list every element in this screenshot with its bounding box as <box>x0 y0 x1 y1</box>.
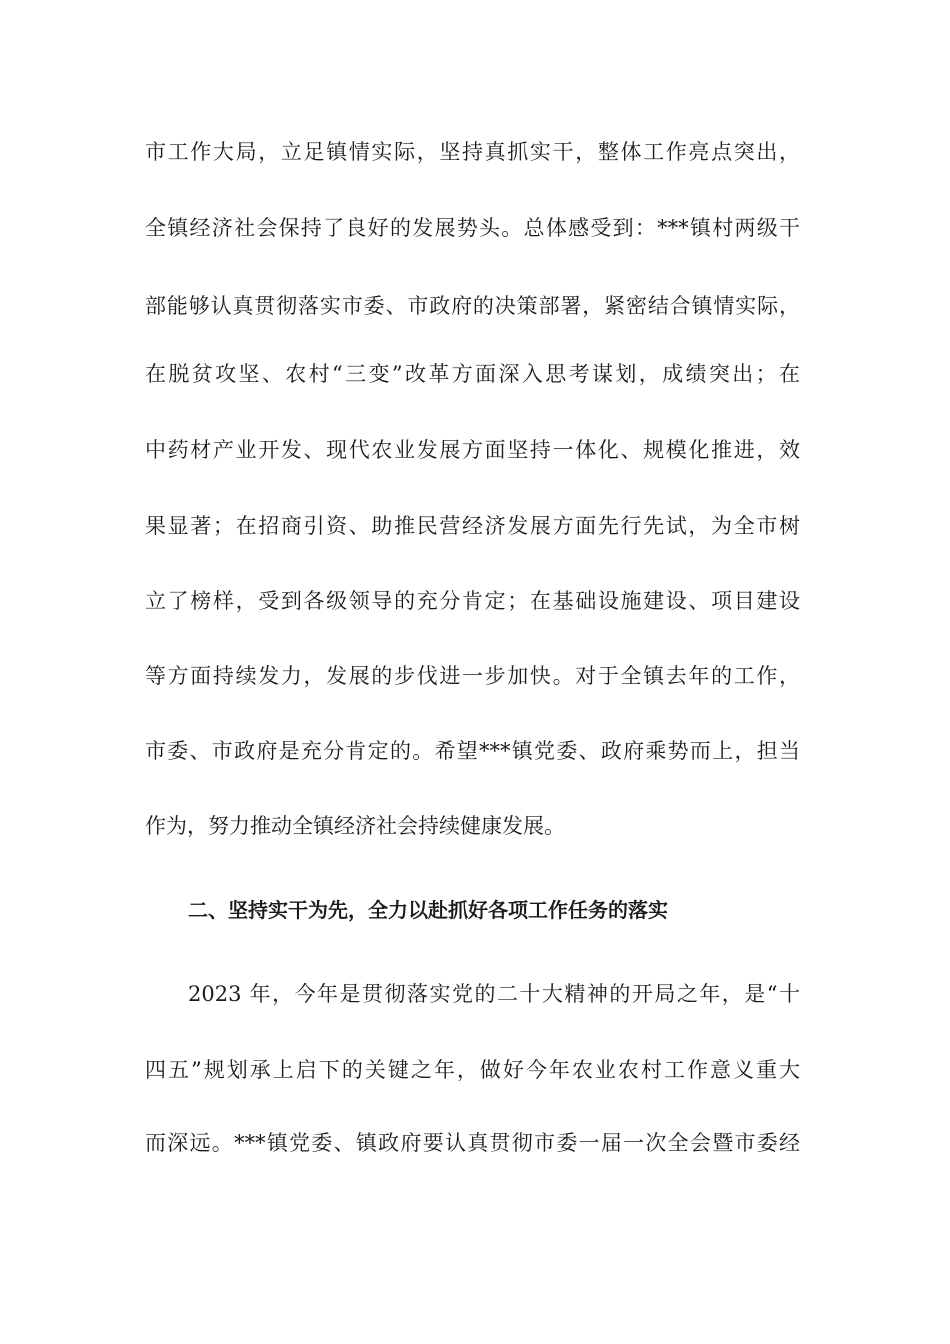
paragraph-line: 市委、市政府是充分肯定的。希望***镇党委、政府乘势而上，担当 <box>145 739 800 763</box>
paragraph-line: 而深远。***镇党委、镇政府要认真贯彻市委一届一次全会暨市委经 <box>145 1131 800 1155</box>
paragraph-line: 立了榜样，受到各级领导的充分肯定；在基础设施建设、项目建设 <box>145 589 800 613</box>
paragraph-line: 全镇经济社会保持了良好的发展势头。总体感受到：***镇村两级干 <box>145 216 800 240</box>
paragraph-line: 在脱贫攻坚、农村“三变”改革方面深入思考谋划，成绩突出；在 <box>145 362 800 386</box>
paragraph-line: 市工作大局，立足镇情实际，坚持真抓实干，整体工作亮点突出， <box>145 140 800 164</box>
paragraph-line: 2023 年，今年是贯彻落实党的二十大精神的开局之年，是“十 <box>188 982 800 1006</box>
paragraph-line: 中药材产业开发、现代农业发展方面坚持一体化、规模化推进，效 <box>145 438 800 462</box>
paragraph-line: 作为，努力推动全镇经济社会持续健康发展。 <box>145 814 565 838</box>
paragraph-line: 四五”规划承上启下的关键之年，做好今年农业农村工作意义重大 <box>145 1058 800 1082</box>
paragraph-line: 等方面持续发力，发展的步伐进一步加快。对于全镇去年的工作， <box>145 664 800 688</box>
paragraph-line: 果显著；在招商引资、助推民营经济发展方面先行先试，为全市树 <box>145 514 800 538</box>
paragraph-line: 部能够认真贯彻落实市委、市政府的决策部署，紧密结合镇情实际， <box>145 294 800 318</box>
section-heading-text: 二、坚持实干为先，全力以赴抓好各项工作任务的落实 <box>188 898 668 922</box>
